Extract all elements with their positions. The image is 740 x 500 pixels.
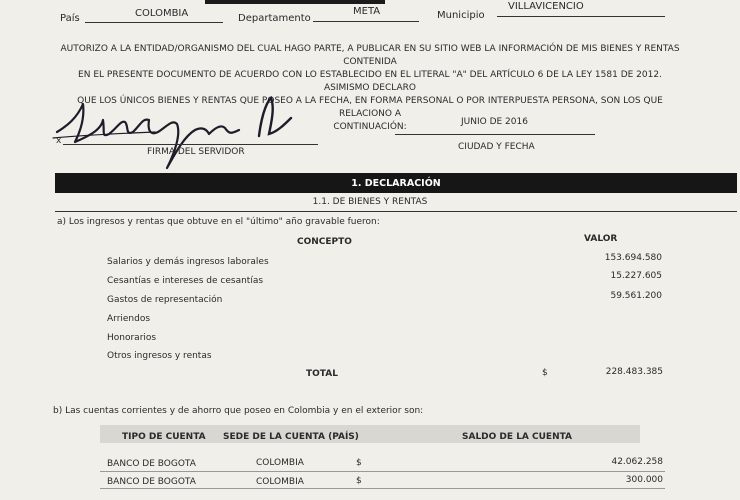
municipio-underline xyxy=(497,16,665,17)
accounts-col-sede: SEDE DE LA CUENTA (PAÍS) xyxy=(223,432,359,442)
departamento-value: META xyxy=(353,6,381,17)
income-col-concepto: CONCEPTO xyxy=(297,237,352,247)
income-row-concepto: Salarios y demás ingresos laborales xyxy=(107,257,269,267)
handwritten-signature xyxy=(45,90,305,175)
authorization-line-4: CONTINUACIÓN: xyxy=(333,122,407,132)
departamento-underline xyxy=(313,21,419,22)
authorization-line-2: EN EL PRESENTE DOCUMENTO DE ACUERDO CON LO ESTABLECIDO EN EL LITERAL "A" DEL ARTÍCULO 6 DE LA LEY 1581 DE 2012. ASIMISMO DECLARO xyxy=(78,70,662,93)
account-row-tipo: BANCO DE BOGOTA xyxy=(107,459,196,469)
income-col-valor: VALOR xyxy=(584,234,618,244)
section-title-bar xyxy=(55,173,737,193)
accounts-row-divider xyxy=(100,488,665,489)
authorization-line-3: QUE LOS ÚNICOS BIENES Y RENTAS QUE POSEO A LA FECHA, EN FORMA PERSONAL O POR INTERPUESTA PERSONA, SON LOS QUE RELACIONO A xyxy=(77,96,663,119)
account-row-saldo: 42.062.258 xyxy=(611,457,663,467)
accounts-col-saldo: SALDO DE LA CUENTA xyxy=(462,432,573,442)
municipio-label: Municipio xyxy=(437,10,485,21)
pais-value: COLOMBIA xyxy=(135,8,189,19)
income-row-valor: 59.561.200 xyxy=(610,291,662,301)
subtitle-divider xyxy=(55,211,737,212)
fecha-label: CIUDAD Y FECHA xyxy=(458,142,535,152)
account-row-sede: COLOMBIA xyxy=(256,477,304,487)
accounts-col-tipo: TIPO DE CUENTA xyxy=(122,432,206,442)
accounts-row-divider xyxy=(100,471,665,472)
account-row-tipo: BANCO DE BOGOTA xyxy=(107,477,196,487)
account-row-sede: COLOMBIA xyxy=(256,458,304,468)
income-row-valor: 153.694.580 xyxy=(604,253,662,263)
account-row-currency: $ xyxy=(356,476,362,486)
account-row-saldo: 300.000 xyxy=(625,475,663,485)
municipio-value: VILLAVICENCIO xyxy=(508,1,584,12)
income-row-concepto: Honorarios xyxy=(107,333,157,343)
income-row-concepto: Cesantías e intereses de cesantías xyxy=(107,276,264,286)
top-dark-bar xyxy=(205,0,385,4)
income-row-concepto: Gastos de representación xyxy=(107,295,223,305)
authorization-line-1: AUTORIZO A LA ENTIDAD/ORGANISMO DEL CUAL HAGO PARTE, A PUBLICAR EN SU SITIO WEB LA INFORMACIÓN DE MIS BIENES Y RENTAS CONTENIDA xyxy=(60,44,680,67)
accounts-question: b) Las cuentas corrientes y de ahorro que poseo en Colombia y en el exterior son: xyxy=(53,406,424,416)
firma-label: FIRMA DEL SERVIDOR xyxy=(147,147,245,157)
pais-underline xyxy=(85,22,223,23)
section-title: 1. DECLARACIÓN xyxy=(351,178,441,189)
section-subtitle: 1.1. DE BIENES Y RENTAS xyxy=(312,197,428,207)
pais-label: País xyxy=(60,13,80,24)
fecha-line xyxy=(395,134,595,135)
income-question: a) Los ingresos y rentas que obtuve en el "último" año gravable fueron: xyxy=(57,217,380,227)
income-total-currency: $ xyxy=(542,368,548,378)
account-row-currency: $ xyxy=(356,458,362,468)
signature-x-mark: x xyxy=(56,136,62,146)
income-total-value: 228.483.385 xyxy=(605,367,663,377)
departamento-label: Departamento xyxy=(238,13,311,24)
signature-line xyxy=(63,144,318,145)
income-total-label: TOTAL xyxy=(306,369,338,379)
fecha-value: JUNIO DE 2016 xyxy=(461,117,528,127)
income-row-concepto: Otros ingresos y rentas xyxy=(107,351,212,361)
income-row-valor: 15.227.605 xyxy=(610,271,662,281)
income-row-concepto: Arriendos xyxy=(107,314,151,324)
